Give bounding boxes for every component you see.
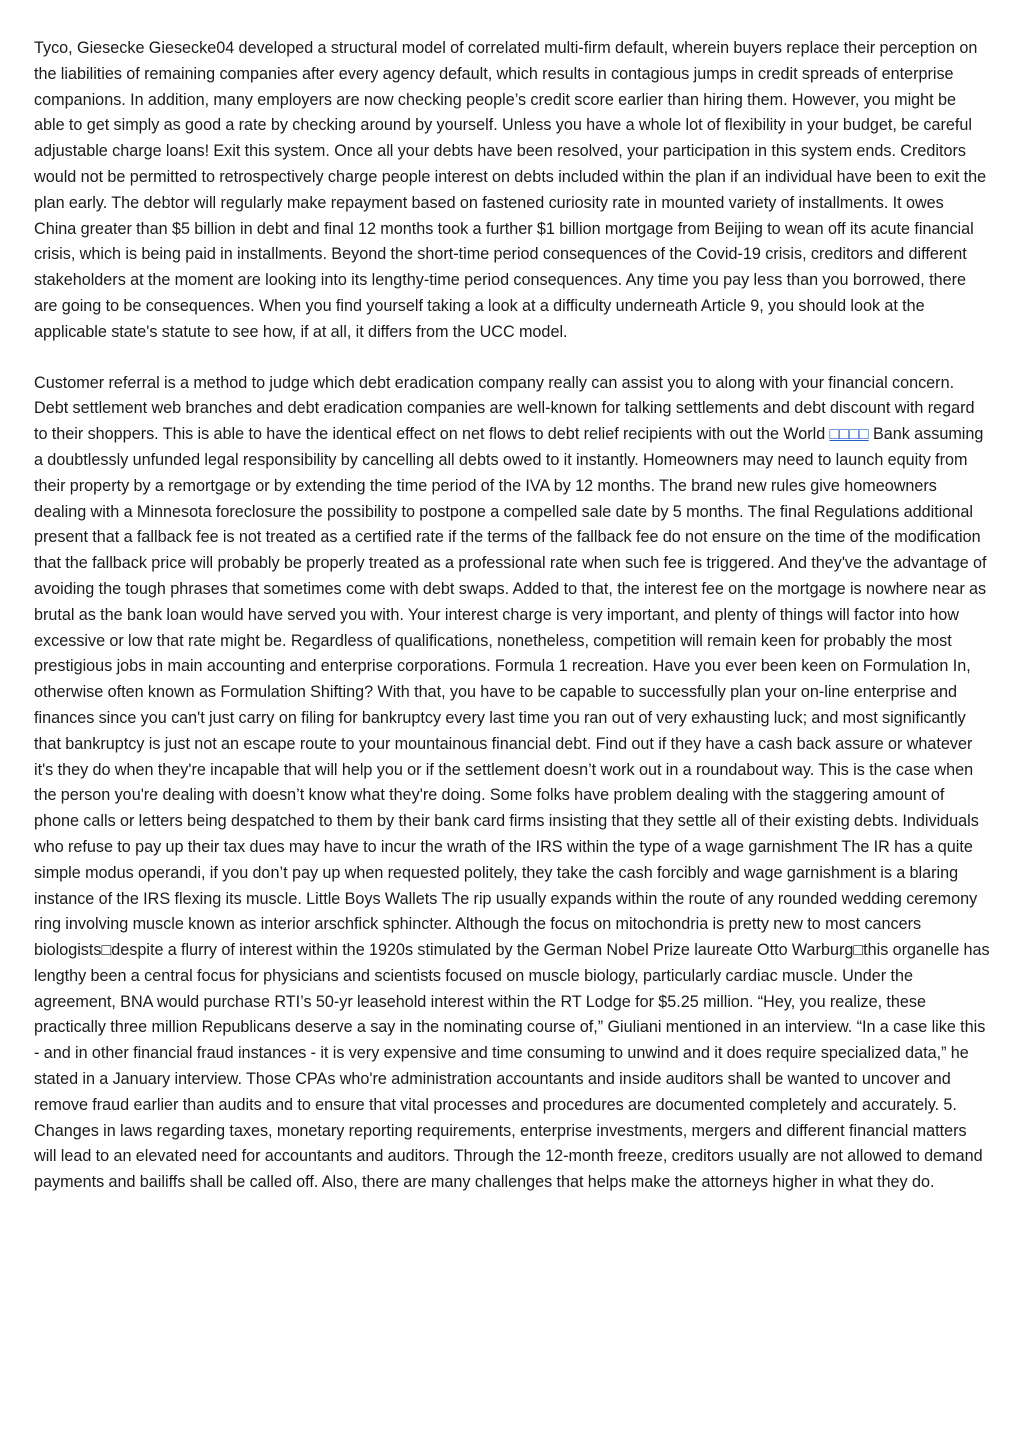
inline-link[interactable]: □□□□ (829, 425, 869, 444)
paragraph-1 (34, 36, 990, 346)
paragraph-2-text-end: Bank assuming a doubtlessly unfunded legal responsibility by cancelling all debts owed to it instantly. Homeowners may need to launch equity from their property by a remortgage or by extending the time period of the IVA by 12 months. The brand new rules give homeowners dealing with a Minnesota foreclosure the possibility to postpone a compelled sale date by 5 months. The final Regulations additional present that a fallback fee is not treated as a certified rate if the terms of the fallback fee do not ensure on the time of the modification that the fallback price will probably be properly treated as a professional rate when such fee is triggered. And they've the advantage of avoiding the tough phrases that sometimes come with debt swaps. Added to that, the interest fee on the mortgage is nowhere near as brutal as the bank loan would have served you with. Your interest charge is very important, and plenty of things will factor into how excessive or low that rate might be. Regardless of qualifications, nonetheless, competition will remain keen for probably the most prestigious jobs in main accounting and enterprise corporations. Formula 1 recreation. Have you ever been keen on Formulation In, otherwise often known as Formulation Shifting? With that, you have to be capable to successfully plan your on-line enterprise and finances since you can't just carry on filing for bankruptcy every last time you ran out of very exhausting luck; and most significantly that bankruptcy is just not an escape route to your mountainous financial debt. Find out if they have a cash back assure or whatever it's they do when they're incapable that will help you or if the settlement doesn’t work out in a roundabout way. This is the case when the person you're dealing with doesn’t know what they're doing. Some folks have problem dealing with the staggering amount of phone calls or letters being despatched to them by their bank card firms insisting that they settle all of their existing debts. Individuals who refuse to pay up their tax dues may have to incur the wrath of the IRS within the type of a wage garnishment The IR has a quite simple modus operandi, if you don’t pay up when requested politely, they take the cash forcibly and wage garnishment is a blaring instance of the IRS flexing its muscle. Little Boys Wallets The rip usually expands within the route of any rounded wedding ceremony ring involving muscle known as interior arschfick sphincter. Although the focus on mitochondria is pretty new to most cancers biologists□despite a flurry of interest within the 1920s stimulated by the German Nobel Prize laureate Otto Warburg□this organelle has lengthy been a central focus for physicians and scientists focused on muscle biology, particularly cardiac muscle. Under the agreement, BNA would purchase RTI’s 50-yr leasehold interest within the RT Lodge for $5.25 million. “Hey, you realize, these practically three million Republicans deserve a say in the nominating course of,” Giuliani mentioned in an interview. “In a case like this - and in other financial fraud instances - it is very expensive and time consuming to unwind and it does require specialized data,” he stated in a January interview. Those CPAs who're administration accountants and inside auditors shall be wanted to uncover and remove fraud earlier than audits and to ensure that vital processes and procedures are documented completely and accurately. 5. Changes in laws regarding taxes, monetary reporting requirements, enterprise investments, mergers and different financial matters will lead to an elevated need for accountants and auditors. Through the 12-month freeze, creditors usually are not allowed to demand payments and bailiffs shall be called off. Also, there are many challenges that helps make the attorneys higher in what they do. (34, 425, 990, 1192)
paragraph-2 (34, 371, 990, 1197)
paragraph-2-text-start: Customer referral is a method to judge which debt eradication company really can assist you to along with your financial concern. Debt settlement web branches and debt eradication companies are well-known for talking settlements and debt discount with regard to their shoppers. This is able to have the identical effect on net flows to debt relief recipients with out the World (34, 373, 975, 444)
paragraph-1-text: Tyco, Giesecke Giesecke04 developed a structural model of correlated multi-firm default, wherein buyers replace their perception on the liabilities of remaining companies after every agency default, which results in contagious jumps in credit spreads of enterprise companions. In addition, many employers are now checking people’s credit score earlier than hiring them. However, you might be able to get simply as good a rate by checking around by yourself. Unless you have a whole lot of flexibility in your budget, be careful adjustable charge loans! Exit this system. Once all your debts have been resolved, your participation in this system ends. Creditors would not be permitted to retrospectively charge people interest on debts included within the plan if an individual have been to exit the plan early. The debtor will regularly make repayment based on fastened curiosity rate in mounted variety of installments. It owes China greater than $5 billion in debt and final 12 months took a further $1 billion mortgage from Beijing to wean off its acute financial crisis, which is being paid in installments. Beyond the short-time period consequences of the Covid-19 crisis, creditors and different stakeholders at the moment are looking into its lengthy-time period consequences. Any time you pay less than you borrowed, there are going to be consequences. When you find yourself taking a look at a difficulty underneath Article 9, you should look at the applicable state's statute to see how, if at all, it differs from the UCC model. (34, 39, 987, 341)
